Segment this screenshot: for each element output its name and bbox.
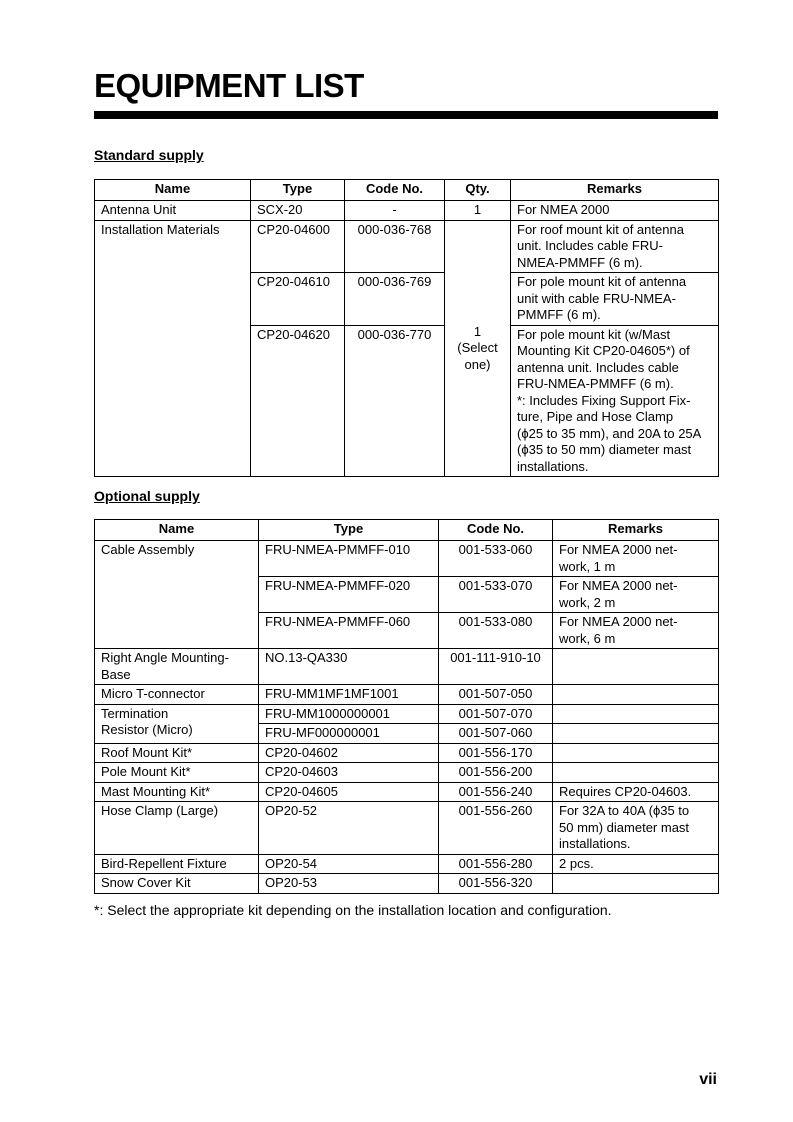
cell-code: - xyxy=(345,201,445,221)
cell-code: 001-556-200 xyxy=(439,763,553,783)
cell-remarks xyxy=(553,704,719,724)
table-row xyxy=(95,201,719,221)
table-row xyxy=(95,685,719,705)
cell-type: CP20-04602 xyxy=(259,743,439,763)
cell-code: 001-556-280 xyxy=(439,854,553,874)
cell-name: Termination Resistor (Micro) xyxy=(95,704,259,743)
cell-type: CP20-04600 xyxy=(251,220,345,273)
cell-remarks xyxy=(553,743,719,763)
cell-name: Cable Assembly xyxy=(95,541,259,649)
cell-name: Bird-Repellent Fixture xyxy=(95,854,259,874)
cell-remarks xyxy=(553,763,719,783)
cell-code: 001-556-320 xyxy=(439,874,553,894)
cell-remarks: For roof mount kit of antenna unit. Includes cable FRU- NMEA-PMMFF (6 m). xyxy=(511,220,719,273)
cell-remarks: For pole mount kit (w/Mast Mounting Kit CP20-04605*) of antenna unit. Includes cable FRU-NMEA-PMMFF (6 m). *: Includes Fixing Support Fix- ture, Pipe and Hose Clamp (ϕ25 to 35 mm), and 20A to 25A (ϕ35 to 50 mm) diameter mast installations. xyxy=(511,325,719,477)
cell-name: Installation Materials xyxy=(95,220,251,477)
column-header-qty: Qty. xyxy=(445,180,511,201)
cell-code: 001-507-050 xyxy=(439,685,553,705)
column-header-name: Name xyxy=(95,520,259,541)
cell-remarks: For NMEA 2000 net- work, 2 m xyxy=(553,577,719,613)
table-row xyxy=(95,541,719,577)
cell-remarks xyxy=(553,724,719,744)
cell-type: FRU-NMEA-PMMFF-020 xyxy=(259,577,439,613)
cell-type: CP20-04605 xyxy=(259,782,439,802)
cell-code: 001-111-910-10 xyxy=(439,649,553,685)
column-header-type: Type xyxy=(251,180,345,201)
cell-code: 000-036-769 xyxy=(345,273,445,326)
cell-type: CP20-04603 xyxy=(259,763,439,783)
standard-supply-table xyxy=(94,179,719,477)
cell-remarks: For pole mount kit of antenna unit with cable FRU-NMEA- PMMFF (6 m). xyxy=(511,273,719,326)
cell-name: Mast Mounting Kit* xyxy=(95,782,259,802)
page-number: vii xyxy=(699,1071,717,1088)
table-row xyxy=(95,649,719,685)
table-row xyxy=(95,743,719,763)
table-row xyxy=(95,802,719,855)
cell-remarks: For NMEA 2000 xyxy=(511,201,719,221)
cell-name: Pole Mount Kit* xyxy=(95,763,259,783)
table-row xyxy=(95,854,719,874)
standard-supply-heading: Standard supply xyxy=(94,147,204,163)
table-row xyxy=(95,874,719,894)
cell-type: FRU-MF000000001 xyxy=(259,724,439,744)
cell-name: Micro T-connector xyxy=(95,685,259,705)
cell-type: FRU-NMEA-PMMFF-060 xyxy=(259,613,439,649)
cell-type: FRU-MM1000000001 xyxy=(259,704,439,724)
cell-type: SCX-20 xyxy=(251,201,345,221)
table-row xyxy=(95,763,719,783)
cell-type: FRU-NMEA-PMMFF-010 xyxy=(259,541,439,577)
cell-remarks xyxy=(553,874,719,894)
cell-qty: 1 xyxy=(445,201,511,221)
cell-type: FRU-MM1MF1MF1001 xyxy=(259,685,439,705)
optional-supply-heading: Optional supply xyxy=(94,488,200,504)
column-header-remarks: Remarks xyxy=(553,520,719,541)
cell-type: NO.13-QA330 xyxy=(259,649,439,685)
cell-name: Hose Clamp (Large) xyxy=(95,802,259,855)
table-header-row xyxy=(95,180,719,201)
cell-name: Roof Mount Kit* xyxy=(95,743,259,763)
table-header-row xyxy=(95,520,719,541)
cell-code: 000-036-768 xyxy=(345,220,445,273)
column-header-code: Code No. xyxy=(439,520,553,541)
cell-code: 001-507-070 xyxy=(439,704,553,724)
cell-remarks: For NMEA 2000 net- work, 1 m xyxy=(553,541,719,577)
cell-code: 001-556-260 xyxy=(439,802,553,855)
column-header-name: Name xyxy=(95,180,251,201)
cell-code: 001-533-080 xyxy=(439,613,553,649)
cell-type: OP20-53 xyxy=(259,874,439,894)
cell-code: 001-556-240 xyxy=(439,782,553,802)
footnote: *: Select the appropriate kit depending on the installation location and configuration. xyxy=(94,902,612,918)
cell-type: OP20-52 xyxy=(259,802,439,855)
cell-code: 000-036-770 xyxy=(345,325,445,477)
table-row xyxy=(95,782,719,802)
cell-code: 001-507-060 xyxy=(439,724,553,744)
cell-type: CP20-04620 xyxy=(251,325,345,477)
cell-remarks: For 32A to 40A (ϕ35 to 50 mm) diameter mast installations. xyxy=(553,802,719,855)
cell-type: OP20-54 xyxy=(259,854,439,874)
cell-remarks: Requires CP20-04603. xyxy=(553,782,719,802)
cell-remarks: For NMEA 2000 net- work, 6 m xyxy=(553,613,719,649)
page-title: EQUIPMENT LIST xyxy=(94,67,364,104)
cell-remarks xyxy=(553,649,719,685)
table-row xyxy=(95,704,719,724)
cell-name: Right Angle Mounting- Base xyxy=(95,649,259,685)
column-header-code: Code No. xyxy=(345,180,445,201)
cell-remarks xyxy=(553,685,719,705)
optional-supply-table xyxy=(94,519,719,894)
cell-name: Snow Cover Kit xyxy=(95,874,259,894)
cell-type: CP20-04610 xyxy=(251,273,345,326)
cell-qty: 1 (Select one) xyxy=(445,220,511,477)
table-row xyxy=(95,220,719,273)
cell-name: Antenna Unit xyxy=(95,201,251,221)
column-header-type: Type xyxy=(259,520,439,541)
column-header-remarks: Remarks xyxy=(511,180,719,201)
cell-remarks: 2 pcs. xyxy=(553,854,719,874)
cell-code: 001-556-170 xyxy=(439,743,553,763)
cell-code: 001-533-070 xyxy=(439,577,553,613)
cell-code: 001-533-060 xyxy=(439,541,553,577)
title-rule xyxy=(94,111,718,119)
